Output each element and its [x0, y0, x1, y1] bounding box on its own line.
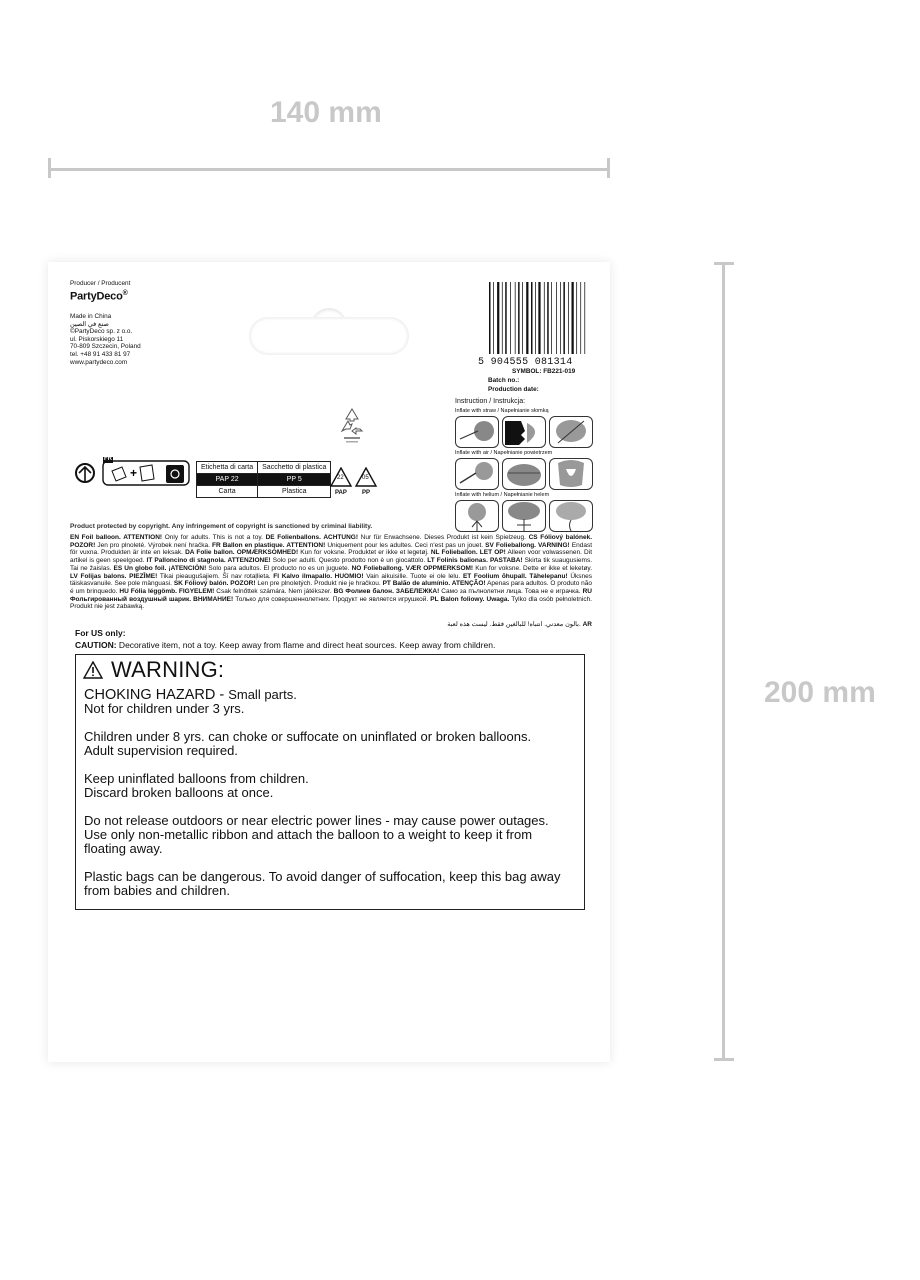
lang-lv-text: Tikai pieaugušajiem. Šī nav rotaļlieta. [157, 572, 274, 580]
lang-es-text: Solo para adultos. El producto no es un juguete. [206, 564, 352, 572]
lang-no-text: Kun for voksne. Dette er ikke et leketøy. [473, 564, 593, 572]
barcode-bar [547, 282, 549, 354]
straw-balloon-icon [549, 416, 593, 448]
producer-address: Made in China صنع في الصين ©PartyDeco sp. z o.o. ul. Piskorskiego 11 70-809 Szczecin, Poland tel. +48 91 433 81 97 www.partydeco.com [70, 313, 141, 366]
lang-cs-heading: CS Fóliový balónek. POZOR! [70, 534, 593, 549]
materials-code-plastic: PP 5 [258, 474, 331, 486]
barcode-bar [568, 282, 569, 354]
lang-et-text: Üksnes täiskasvanuile. See pole mänguasi. [70, 572, 592, 588]
us-only-heading: For US only: [75, 628, 126, 638]
lang-pt-heading: PT Balão de alumínio. ATENÇÃO! [382, 580, 486, 588]
barcode-bar [515, 282, 516, 354]
materials-table [196, 461, 331, 498]
width-dimension-label: 140 mm [270, 96, 382, 129]
lang-sv-text: Endast för vuxna. Produkten är inte en leksak. [70, 541, 592, 557]
barcode-number: 5 904555 081314 [478, 357, 573, 368]
lang-cs-text: Jen pro plnoleté. Výrobek není hračka. [95, 541, 212, 549]
instruction-air-row [455, 458, 593, 490]
barcode-bar [489, 282, 491, 354]
lang-fi-heading: FI Kalvo ilmapallo. HUOMIO! [273, 572, 364, 580]
lang-hu-heading: HU Fólia léggömb. FIGYELEM! [119, 587, 215, 595]
lang-da-heading: DA Folie ballon. OPMÆRKSOMHED! [185, 549, 299, 557]
lang-fi-text: Vain aikuisille. Tuote ei ole lelu. [363, 572, 463, 580]
lang-et-heading: ET Foolium õhupall. Tähelepanu! [462, 572, 568, 580]
width-dimension-cap-left [48, 158, 51, 178]
hanger-hole [249, 317, 409, 355]
multilingual-warnings [70, 534, 592, 611]
instruction-straw-caption: Inflate with straw / Napełnianie słomką [455, 408, 549, 414]
waste-sorting-icons [74, 457, 192, 494]
height-dimension-label: 200 mm [764, 676, 876, 709]
children-warning: Children under 8 yrs. can choke or suffocate on uninflated or broken balloons. Adult supervision required. [84, 729, 532, 759]
barcode-bar [497, 282, 499, 354]
materials-header-plastic: Sacchetto di plastica [258, 462, 331, 474]
lang-bg-heading: BG Фолиев балон. ЗАБЕЛЕЖКА! [333, 587, 440, 595]
barcode-bar [576, 282, 577, 354]
pap-label: PAP [335, 490, 347, 496]
pp-number: 05 [362, 475, 369, 481]
lang-sv-heading: SV Folieballong. VARNING! [485, 541, 570, 549]
lang-lt-heading: LT Folinis balionas. PASTABA! [427, 557, 523, 565]
sort-code-label: FR [104, 456, 112, 462]
copyright-notice: Product protected by copyright. Any infringement of copyright is sanctioned by criminal liability. [70, 523, 373, 530]
lang-de-heading: DE Folienballons. ACHTUNG! [265, 534, 359, 541]
barcode-bar [502, 282, 503, 354]
package-back-label [48, 262, 610, 1062]
lang-ru-heading: RU Фольгированный воздушный шарик. ВНИМАНИЕ! [70, 587, 592, 603]
product-symbol: SYMBOL: FB221-019 [512, 368, 576, 375]
lang-hu-text: Csak felnőttek számára. Nem játékszer. [214, 587, 334, 595]
producer-label: Producer / Producent [70, 280, 131, 287]
barcode-bar [522, 282, 523, 354]
warning-triangle-icon [83, 661, 103, 679]
lang-en-text: Only for adults. This is not a toy. [162, 534, 266, 541]
barcode-bar [556, 282, 557, 354]
us-caution: CAUTION: Decorative item, not a toy. Keep away from flame and direct heat sources. Keep away from children. [75, 640, 496, 650]
lang-ru-text: Только для совершеннолетних. Продукт не является игрушкой. [233, 595, 431, 603]
barcode-bar [580, 282, 581, 354]
power-lines-warning: Do not release outdoors or near electric power lines - may cause power outages. Use only non-metallic ribbon and attach the balloon to a weight to keep it from floating away. [84, 813, 549, 857]
recycling-codes [330, 467, 380, 496]
pap-number: 22 [337, 475, 344, 481]
instruction-helium-caption: Inflate with helium / Napełnianie helem [455, 492, 550, 498]
lang-pt-text: Apenas para adultos. O produto não é um brinquedo. [70, 580, 592, 595]
barcode-bar [493, 282, 494, 354]
warning-title: WARNING: [83, 657, 224, 683]
materials-name-plastic: Plastica [258, 486, 331, 498]
width-dimension-line [50, 168, 610, 171]
helium-tank-icon [502, 500, 546, 532]
recycle-icon [338, 407, 366, 445]
instruction-air-caption: Inflate with air / Napełnianie powietrzem [455, 450, 553, 456]
instruction-heading: Instruction / Instrukcja: [455, 398, 526, 405]
lang-lv-heading: LV Folijas balons. PIEZĪME! [70, 572, 158, 580]
materials-header-paper: Etichetta di carta [197, 462, 258, 474]
straw-blow-icon [502, 416, 546, 448]
barcode-bar [572, 282, 574, 354]
helium-fill-icon [455, 500, 499, 532]
warning-body [84, 688, 574, 912]
lang-bg-text: Само за пълнолетни лица. Това не е играчка. [439, 587, 583, 595]
air-seal-icon [549, 458, 593, 490]
lang-nl-text: Alleen voor volwassenen. Dit artikel is geen speelgoed. [70, 549, 593, 565]
barcode-bar [563, 282, 565, 354]
height-dimension-cap-bottom [714, 1058, 734, 1061]
lang-nl-heading: NL Folieballon. LET OP! [430, 549, 506, 557]
svg-text:+: + [130, 466, 138, 480]
batch-number-label: Batch no.: [488, 377, 520, 384]
lang-pl-heading: PL Balon foliowy. Uwaga. [430, 595, 510, 603]
lang-es-heading: ES Un globo foil. ¡ATENCIÓN! [113, 564, 207, 572]
lang-de-text: Nur für Erwachsene. Dieses Produkt ist kein Spielzeug. [358, 534, 529, 541]
air-balloon-icon [502, 458, 546, 490]
air-pump-icon [455, 458, 499, 490]
plastic-bag-warning: Plastic bags can be dangerous. To avoid danger of suffocation, keep this bag away from babies and children. [84, 869, 561, 899]
helium-tie-icon [549, 500, 593, 532]
lang-it-heading: IT Palloncino di stagnola. ATTENZIONE! [146, 557, 271, 565]
lang-fr-heading: FR Ballon en plastique. ATTENTION! [211, 541, 326, 549]
straw-insert-icon [455, 416, 499, 448]
lang-lt-text: Skirta tik suaugusiems. Tai ne žaislas. [70, 557, 592, 572]
lang-da-text: Kun for voksne. Produktet er ikke et legetøj. [298, 549, 431, 557]
barcode-bar [560, 282, 561, 354]
barcode-bar [526, 282, 528, 354]
production-date-label: Production date: [488, 386, 539, 393]
arabic-warning: بالون معدني. انتباه! للبالغين فقط. ليست هذه لعبة. AR [447, 621, 592, 628]
uninflated-warning: Keep uninflated balloons from children. Discard broken balloons at once. [84, 771, 309, 801]
materials-code-paper: PAP 22 [197, 474, 258, 486]
brand-logo: PartyDeco® [70, 290, 128, 303]
lang-sk-text: Len pre plnoletých. Produkt nie je hračkou. [255, 580, 383, 588]
barcode-image [488, 282, 588, 360]
instruction-straw-row [455, 416, 593, 448]
barcode-bar [518, 282, 520, 354]
choking-hazard: CHOKING HAZARD - Small parts. Not for children under 3 yrs. [84, 687, 297, 717]
lang-en-heading: EN Foil balloon. ATTENTION! [70, 534, 163, 541]
triman-sort-icon [74, 457, 192, 489]
lang-no-heading: NO Folieballong. VÆR OPPMERKSOM! [351, 564, 474, 572]
pp-label: PP [362, 490, 371, 496]
lang-pl-text: Tylko dla osób pełnoletnich. Produkt nie jest zabawką. [70, 595, 592, 611]
barcode-bar [531, 282, 533, 354]
lang-it-text: Solo per adulti. Questo prodotto non è un giocattolo. [270, 557, 428, 565]
lang-fr-text: Uniquement pour les adultes. Ceci n'est pas un jouet. [325, 541, 486, 549]
barcode-bar [551, 282, 552, 354]
height-dimension-line [722, 264, 725, 1060]
instruction-helium-row [455, 500, 593, 532]
height-dimension-cap-top [714, 262, 734, 265]
width-dimension-cap-right [607, 158, 610, 178]
lang-sk-heading: SK Fóliový balón. POZOR! [173, 580, 256, 588]
materials-name-paper: Carta [197, 486, 258, 498]
barcode-bar [505, 282, 507, 354]
barcode-bar [538, 282, 540, 354]
warning-box [75, 654, 585, 910]
barcode-bar [584, 282, 585, 354]
barcode-bar [544, 282, 545, 354]
barcode-bar [535, 282, 536, 354]
barcode-bar [510, 282, 511, 354]
